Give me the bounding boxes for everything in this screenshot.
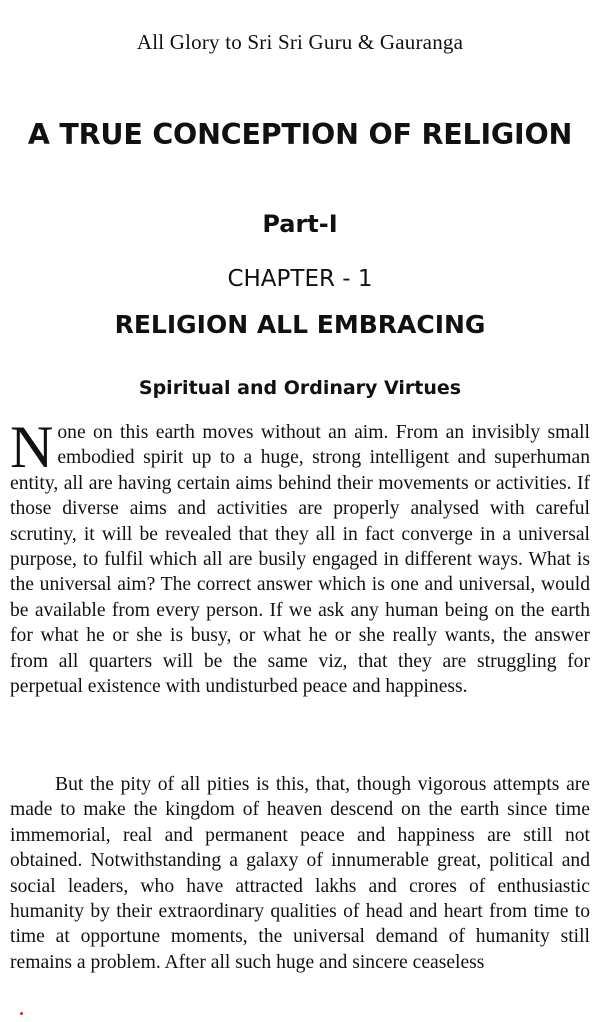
paragraph-2-text: But the pity of all pities is this, that, though vigorous attempts are made to make the kingdom of heaven descend on the earth since time immemorial, real and permanent peace and happiness are still not obtained. Notwithstanding a galaxy of innumerable great, political and social leaders, who have attracted lakhs and crores of enthusiastic humanity by their extraordinary qualities of head and heart from time to time at opportune moments, the universal demand of humanity still remains a problem. After all such huge and sincere ceaseless bbox=[10, 774, 590, 973]
chapter-title: RELIGION ALL EMBRACING bbox=[114, 310, 486, 339]
drop-cap: N bbox=[10, 414, 54, 480]
page-mark bbox=[20, 1012, 23, 1015]
chapter-label: CHAPTER - 1 bbox=[227, 266, 373, 292]
paragraph-2 bbox=[10, 772, 590, 975]
book-title: A TRUE CONCEPTION OF RELIGION bbox=[27, 118, 573, 151]
part-title: Part-I bbox=[262, 210, 338, 238]
paragraph-1 bbox=[10, 414, 590, 699]
section-heading: Spiritual and Ordinary Virtues bbox=[138, 377, 462, 399]
paragraph-1-text: one on this earth moves without an aim. From an invisibly small embodied spirit up to a huge, strong intelligent and superhuman entity, all are having certain aims behind their movements or activities. If those diverse aims and activities are properly analysed with careful scrutiny, it will be revealed that they all in fact converge in a universal purpose, to fulfil which all are busily engaged in different ways. What is the universal aim? The correct answer which is one and universal, would be available from every person. If we ask any human being on the earth for what he or she is busy, or what he or she really wants, the answer from all quarters will be the same viz, that they are struggling for perpetual existence with undisturbed peace and happiness. bbox=[10, 422, 590, 698]
dedication-header: All Glory to Sri Sri Guru & Gauranga bbox=[136, 30, 464, 54]
